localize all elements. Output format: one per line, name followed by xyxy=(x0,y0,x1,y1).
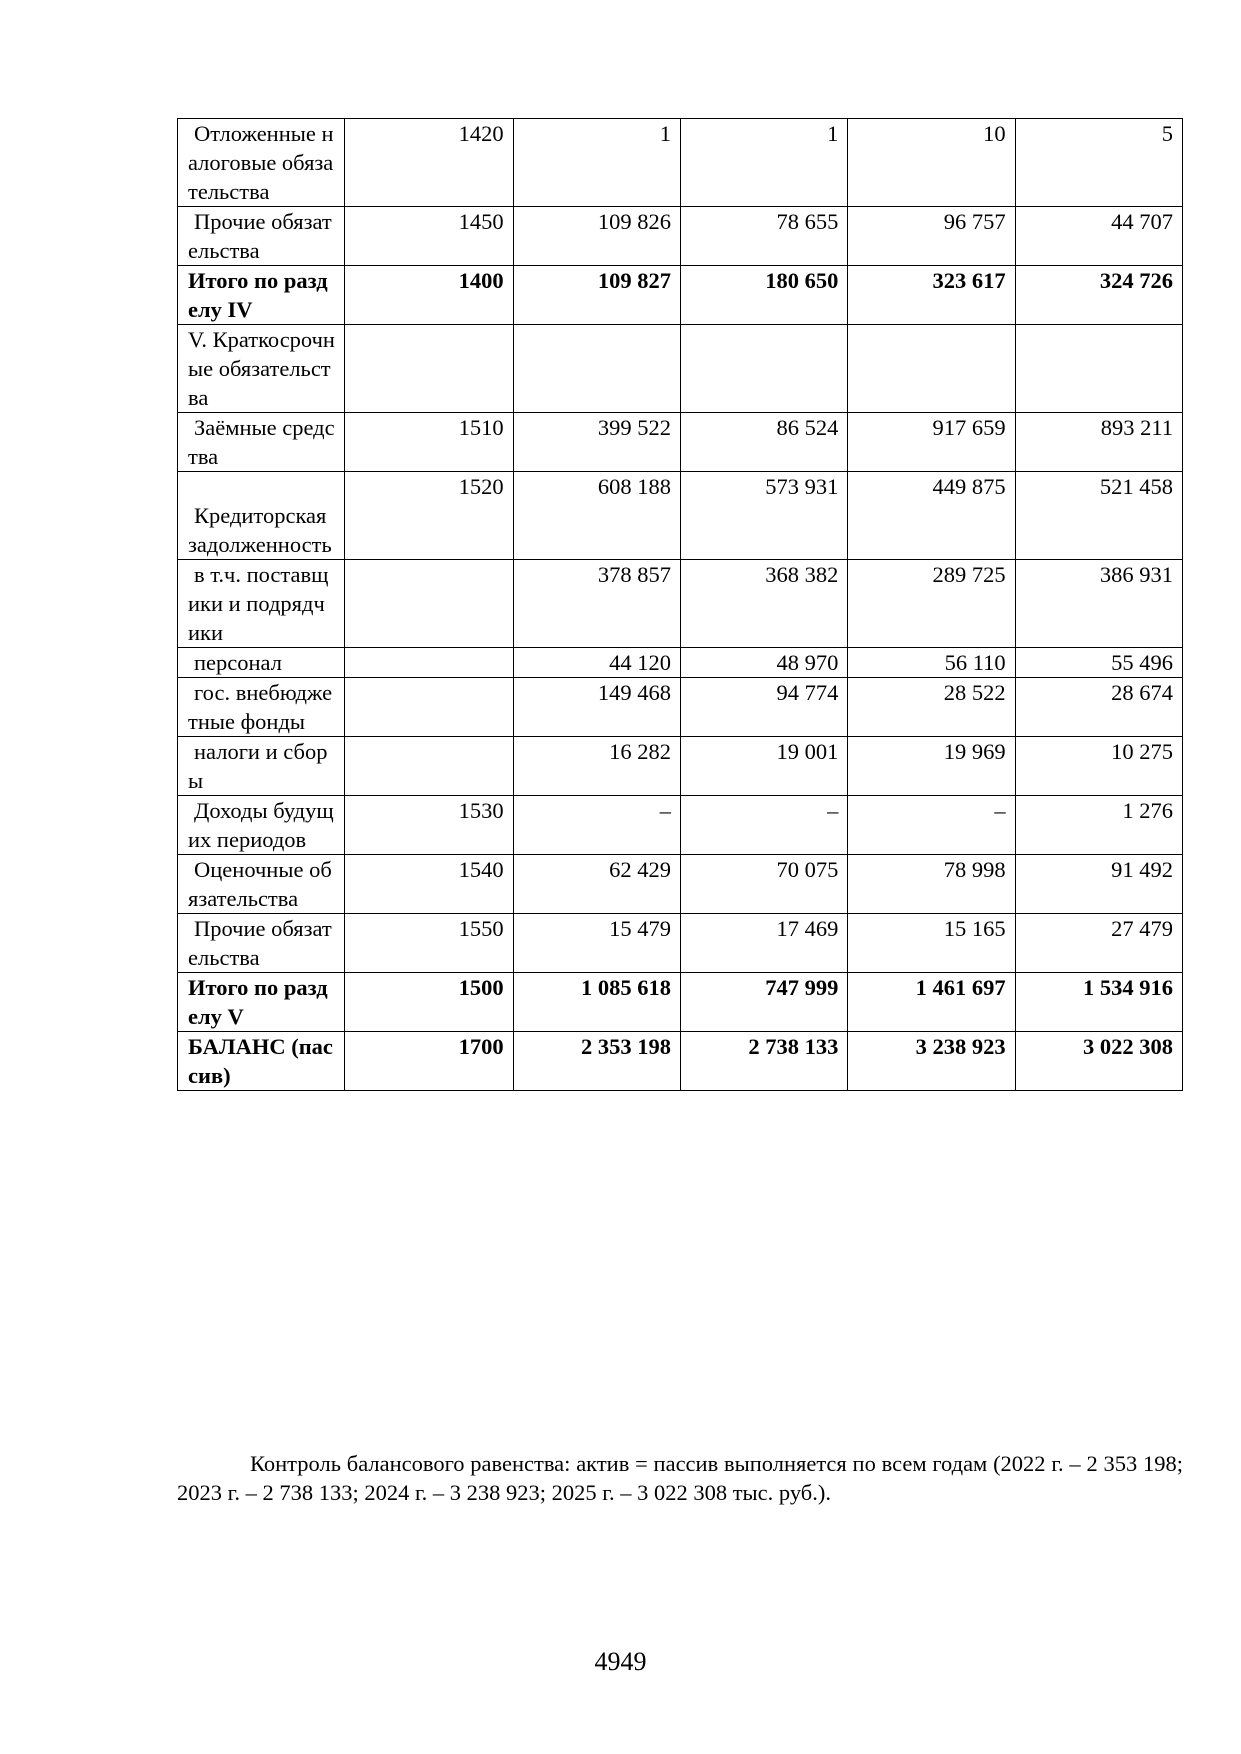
value-cell-3: 449 875 xyxy=(848,472,1015,560)
value-cell-1: 378 857 xyxy=(513,560,680,648)
row-label-text: персонал xyxy=(194,650,282,675)
row-label xyxy=(178,1032,345,1091)
table-row xyxy=(178,413,1183,472)
row-label-text: Прочие обязательства xyxy=(188,916,332,970)
table-row xyxy=(178,472,1183,560)
row-code: 1450 xyxy=(345,207,513,266)
value-cell-2: 78 655 xyxy=(680,207,847,266)
value-cell-3: 1 461 697 xyxy=(848,973,1015,1032)
row-code xyxy=(345,560,513,648)
value-cell-3: 3 238 923 xyxy=(848,1032,1015,1091)
row-label xyxy=(178,560,345,648)
value-cell-4: 55 496 xyxy=(1015,648,1182,678)
row-code: 1550 xyxy=(345,914,513,973)
table-row xyxy=(178,648,1183,678)
row-code: 1400 xyxy=(345,266,513,325)
row-code: 1700 xyxy=(345,1032,513,1091)
row-label xyxy=(178,973,345,1032)
row-label-text: Прочие обязательства xyxy=(188,209,332,263)
value-cell-2: 86 524 xyxy=(680,413,847,472)
balance-table xyxy=(177,118,1183,1091)
value-cell-1: – xyxy=(513,796,680,855)
blank-line xyxy=(188,472,335,501)
value-cell-1: 16 282 xyxy=(513,737,680,796)
row-label xyxy=(178,855,345,914)
value-cell-3: 289 725 xyxy=(848,560,1015,648)
value-cell-3: 19 969 xyxy=(848,737,1015,796)
value-cell-2: 48 970 xyxy=(680,648,847,678)
value-cell-4: 521 458 xyxy=(1015,472,1182,560)
value-cell-3 xyxy=(848,325,1015,413)
value-cell-4: 893 211 xyxy=(1015,413,1182,472)
table-row xyxy=(178,914,1183,973)
value-cell-2: 180 650 xyxy=(680,266,847,325)
row-code xyxy=(345,737,513,796)
value-cell-2: 747 999 xyxy=(680,973,847,1032)
table-row xyxy=(178,796,1183,855)
value-cell-2: 17 469 xyxy=(680,914,847,973)
value-cell-4: 44 707 xyxy=(1015,207,1182,266)
row-code: 1540 xyxy=(345,855,513,914)
value-cell-2: 19 001 xyxy=(680,737,847,796)
value-cell-4 xyxy=(1015,325,1182,413)
value-cell-3: 15 165 xyxy=(848,914,1015,973)
value-cell-4: 324 726 xyxy=(1015,266,1182,325)
row-code: 1520 xyxy=(345,472,513,560)
table-row xyxy=(178,855,1183,914)
table-row xyxy=(178,973,1183,1032)
table-row xyxy=(178,325,1183,413)
row-label xyxy=(178,325,345,413)
row-label-text: БАЛАНС (пассив) xyxy=(188,1034,333,1088)
row-label xyxy=(178,472,345,560)
table-row xyxy=(178,1032,1183,1091)
value-cell-1: 399 522 xyxy=(513,413,680,472)
row-label xyxy=(178,796,345,855)
value-cell-3: 96 757 xyxy=(848,207,1015,266)
table-row xyxy=(178,678,1183,737)
table-row xyxy=(178,737,1183,796)
value-cell-3: 28 522 xyxy=(848,678,1015,737)
value-cell-1: 149 468 xyxy=(513,678,680,737)
value-cell-3: 56 110 xyxy=(848,648,1015,678)
value-cell-1: 2 353 198 xyxy=(513,1032,680,1091)
row-code: 1500 xyxy=(345,973,513,1032)
value-cell-3: 78 998 xyxy=(848,855,1015,914)
value-cell-1: 44 120 xyxy=(513,648,680,678)
row-label-text: Заёмные средства xyxy=(188,415,335,469)
value-cell-3: 10 xyxy=(848,119,1015,207)
table-row xyxy=(178,266,1183,325)
value-cell-2: 94 774 xyxy=(680,678,847,737)
value-cell-1: 1 085 618 xyxy=(513,973,680,1032)
row-label-text: налоги и сборы xyxy=(188,739,328,793)
table-row xyxy=(178,119,1183,207)
row-code xyxy=(345,648,513,678)
row-label-text: Итого по разделу IV xyxy=(188,268,328,322)
value-cell-1: 109 826 xyxy=(513,207,680,266)
value-cell-1: 608 188 xyxy=(513,472,680,560)
row-label-text: Кредиторская задолженность xyxy=(188,503,332,557)
row-label-text: в т.ч. поставщики и подрядчики xyxy=(188,562,329,645)
row-label xyxy=(178,914,345,973)
value-cell-4: 1 534 916 xyxy=(1015,973,1182,1032)
value-cell-3: 917 659 xyxy=(848,413,1015,472)
row-code xyxy=(345,678,513,737)
row-label-text: Оценочные обязательства xyxy=(188,857,332,911)
value-cell-3: 323 617 xyxy=(848,266,1015,325)
value-cell-4: 1 276 xyxy=(1015,796,1182,855)
row-label xyxy=(178,678,345,737)
value-cell-1: 1 xyxy=(513,119,680,207)
value-cell-4: 10 275 xyxy=(1015,737,1182,796)
row-label-text: Итого по разделу V xyxy=(188,975,328,1029)
row-label xyxy=(178,648,345,678)
value-cell-2: 2 738 133 xyxy=(680,1032,847,1091)
row-label xyxy=(178,266,345,325)
table-row xyxy=(178,560,1183,648)
row-code: 1510 xyxy=(345,413,513,472)
row-code: 1530 xyxy=(345,796,513,855)
row-label-text: V. Краткосрочные обязательства xyxy=(188,327,335,410)
value-cell-1: 15 479 xyxy=(513,914,680,973)
value-cell-1: 62 429 xyxy=(513,855,680,914)
balance-control-paragraph: Контроль балансового равенства: актив = пассив выполняется по всем годам (2022 г. – 2 353 198; 2023 г. – 2 738 133; 2024 г. – 3 238 923; 2025 г. – 3 022 308 тыс. руб.). xyxy=(177,1451,1183,1505)
row-label-text: гос. внебюджетные фонды xyxy=(188,680,333,734)
value-cell-2 xyxy=(680,325,847,413)
value-cell-4: 91 492 xyxy=(1015,855,1182,914)
value-cell-4: 3 022 308 xyxy=(1015,1032,1182,1091)
value-cell-3: – xyxy=(848,796,1015,855)
row-label xyxy=(178,119,345,207)
value-cell-4: 5 xyxy=(1015,119,1182,207)
balance-table-body xyxy=(178,119,1183,1091)
table-row xyxy=(178,207,1183,266)
row-label-text: Отложенные налоговые обязательства xyxy=(188,121,334,204)
value-cell-2: 70 075 xyxy=(680,855,847,914)
row-code: 1420 xyxy=(345,119,513,207)
value-cell-4: 386 931 xyxy=(1015,560,1182,648)
value-cell-1 xyxy=(513,325,680,413)
row-code xyxy=(345,325,513,413)
value-cell-2: – xyxy=(680,796,847,855)
row-label-text: Доходы будущих периодов xyxy=(188,798,334,852)
row-label xyxy=(178,413,345,472)
value-cell-4: 28 674 xyxy=(1015,678,1182,737)
row-label xyxy=(178,737,345,796)
page-number: 4949 xyxy=(594,1647,647,1676)
value-cell-2: 368 382 xyxy=(680,560,847,648)
value-cell-2: 573 931 xyxy=(680,472,847,560)
value-cell-4: 27 479 xyxy=(1015,914,1182,973)
value-cell-2: 1 xyxy=(680,119,847,207)
value-cell-1: 109 827 xyxy=(513,266,680,325)
row-label xyxy=(178,207,345,266)
